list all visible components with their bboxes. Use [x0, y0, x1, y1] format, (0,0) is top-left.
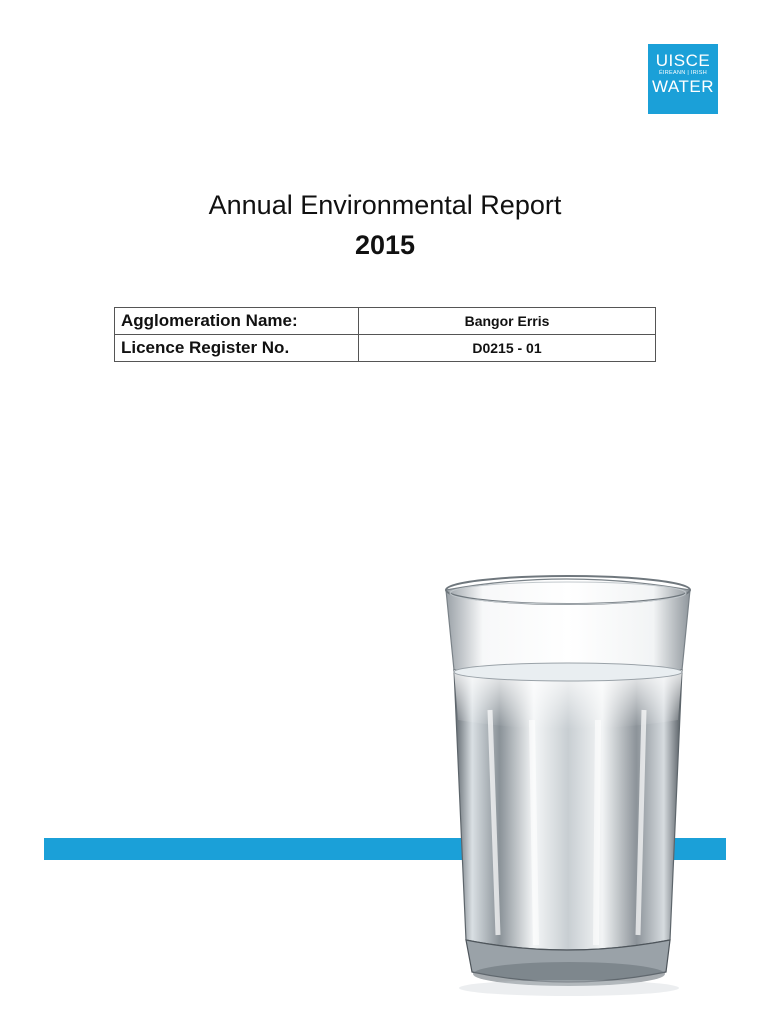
agglomeration-name-value: Bangor Erris: [359, 308, 656, 335]
table-row: [115, 335, 656, 362]
licence-register-value: D0215 - 01: [359, 335, 656, 362]
water-glass-image: [420, 560, 710, 1000]
licence-register-label: Licence Register No.: [115, 335, 359, 362]
report-title: Annual Environmental Report: [208, 190, 562, 220]
report-year: 2015: [354, 230, 416, 260]
uisce-eireann-irish-water-logo: [648, 44, 718, 114]
table-row: [115, 308, 656, 335]
agglomeration-name-label: Agglomeration Name:: [115, 308, 359, 335]
logo-line-water: WATER: [652, 77, 714, 96]
logo-line-eireann-irish: ÉIREANN | IRISH: [658, 70, 708, 76]
logo-line-uisce: UISCE: [655, 51, 711, 70]
report-info-table: [114, 307, 656, 362]
